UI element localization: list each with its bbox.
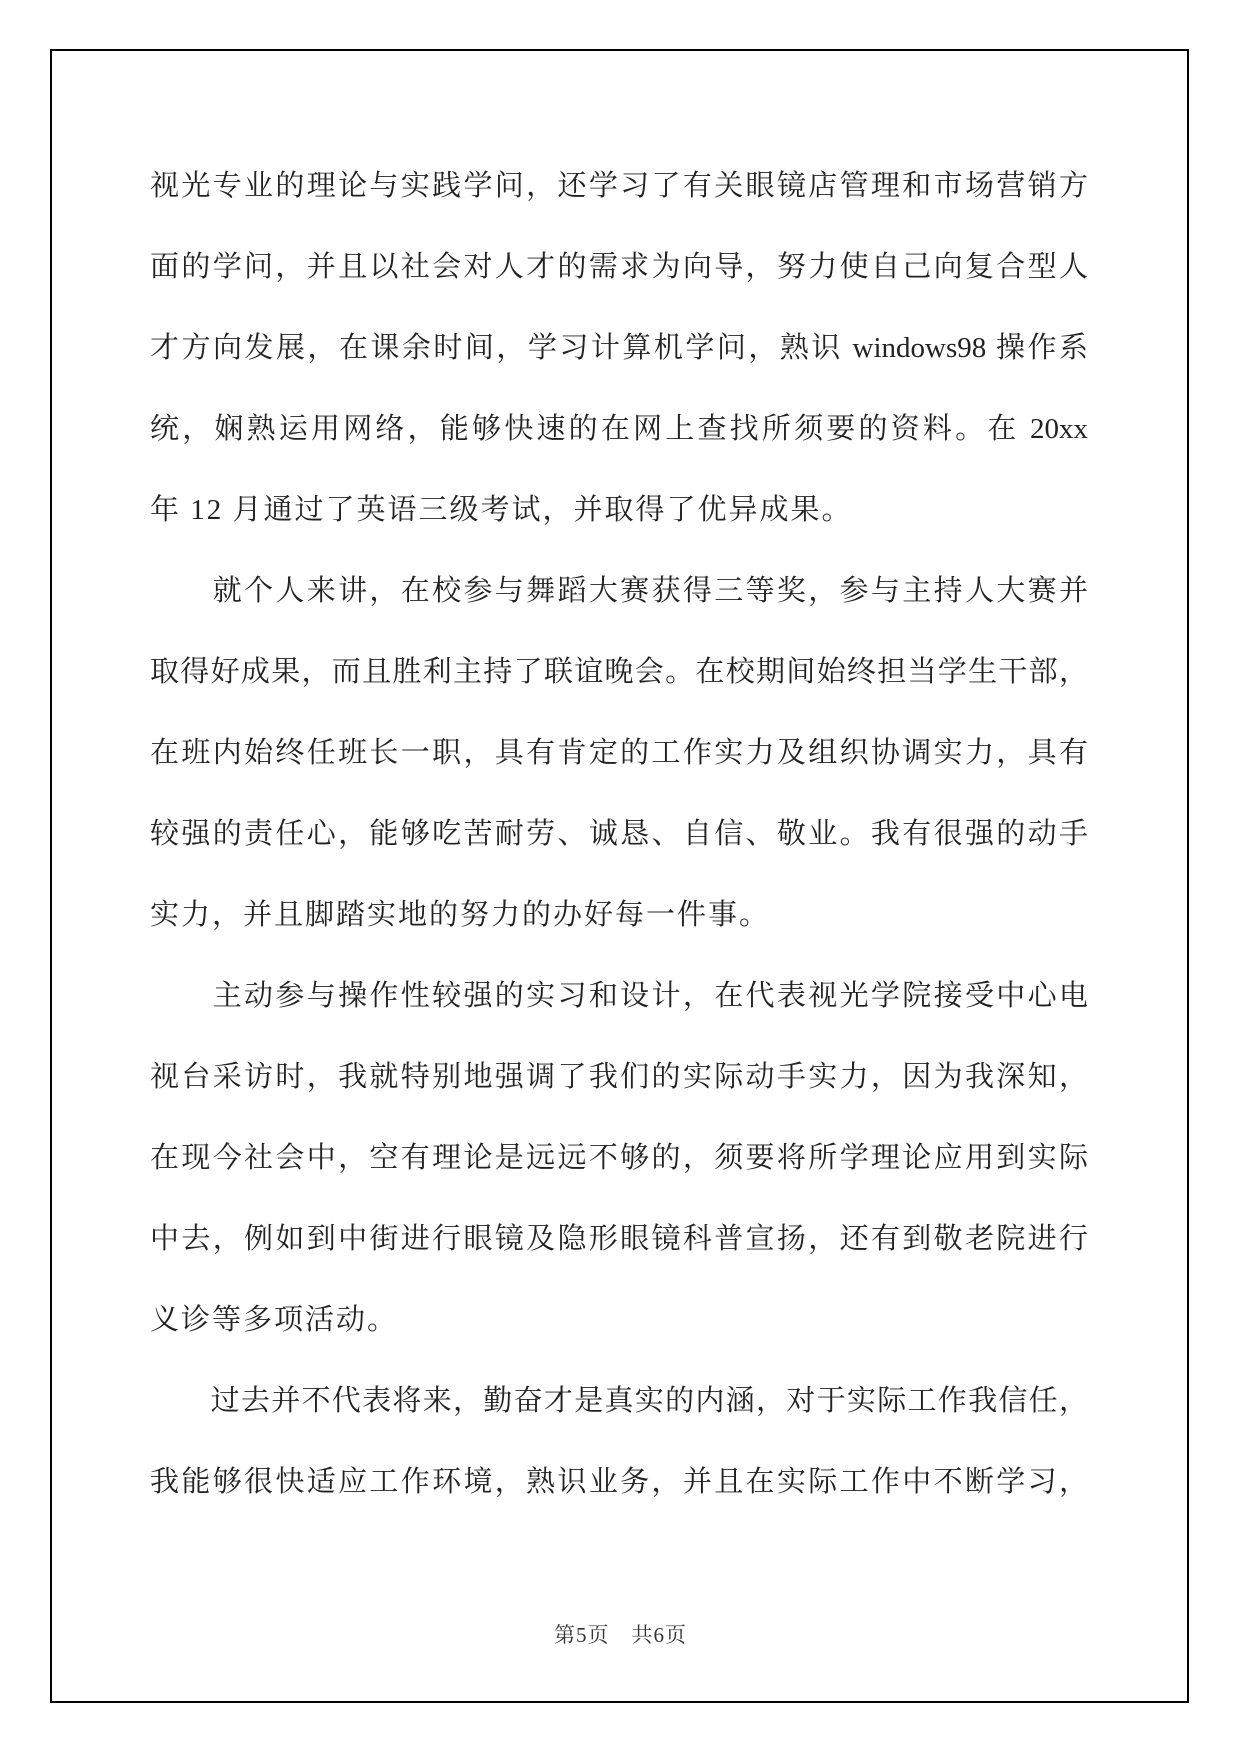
document-line: 中去，例如到中街进行眼镜及隐形眼镜科普宣扬，还有到敬老院进行 <box>150 1223 1088 1255</box>
document-line: 过去并不代表将来，勤奋才是真实的内涵，对于实际工作我信任， <box>150 1385 1088 1417</box>
document-line: 才方向发展，在课余时间，学习计算机学问，熟识 windows98 操作系 <box>150 332 1088 364</box>
document-line: 在班内始终任班长一职，具有肯定的工作实力及组织协调实力，具有 <box>150 737 1088 769</box>
document-line: 取得好成果，而且胜利主持了联谊晚会。在校期间始终担当学生干部， <box>150 656 1088 688</box>
document-line: 实力，并且脚踏实地的努力的办好每一件事。 <box>150 899 771 931</box>
document-line: 主动参与操作性较强的实习和设计，在代表视光学院接受中心电 <box>150 980 1088 1012</box>
document-line: 较强的责任心，能够吃苦耐劳、诚恳、自信、敬业。我有很强的动手 <box>150 818 1088 850</box>
document-line: 义诊等多项活动。 <box>150 1304 399 1336</box>
document-line: 统，娴熟运用网络，能够快速的在网上查找所须要的资料。在 20xx <box>150 413 1088 445</box>
page-number-footer: 第5页 共6页 <box>554 1623 687 1647</box>
document-line: 在现今社会中，空有理论是远远不够的，须要将所学理论应用到实际 <box>150 1142 1088 1174</box>
document-line: 就个人来讲，在校参与舞蹈大赛获得三等奖，参与主持人大赛并 <box>150 575 1088 607</box>
document-line: 我能够很快适应工作环境，熟识业务，并且在实际工作中不断学习， <box>150 1466 1088 1498</box>
document-line: 视台采访时，我就特别地强调了我们的实际动手实力，因为我深知， <box>150 1061 1088 1093</box>
document-body-text <box>150 146 1088 1523</box>
document-line: 面的学问，并且以社会对人才的需求为向导，努力使自己向复合型人 <box>150 251 1088 283</box>
document-line: 年 12 月通过了英语三级考试，并取得了优异成果。 <box>150 494 853 526</box>
document-line: 视光专业的理论与实践学问，还学习了有关眼镜店管理和市场营销方 <box>150 170 1088 202</box>
